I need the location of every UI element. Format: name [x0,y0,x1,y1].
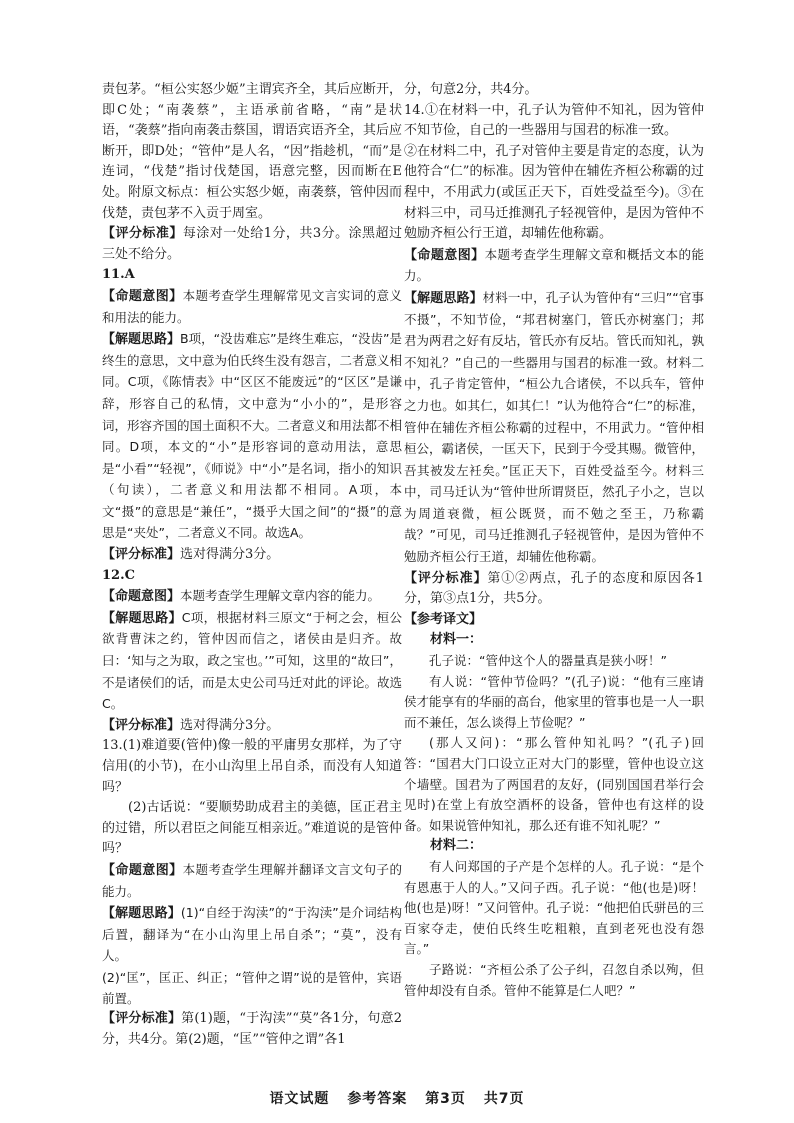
thinking-text: C项，根据材料三原文“于柯之会，桓公欲背曹沫之约，管仲因而信之，诸侯由是归齐。故曰：‘知与之为取，政之宝也。’”可知，这里的“故曰”，不是诸侯们的话，而是太史公司马迁对此的评论。故选C。 [102,609,403,712]
scoring-text: 第①②两点，孔子的态度和原因各1分，第③点1分，共5分。 [404,570,704,607]
intent-tag: 【命题意图】 [102,288,183,304]
intent-tag: 【命题意图】 [102,589,181,605]
q13-scoring [102,1009,402,1050]
q13-thinking-2: (2)“匡”，匡正、纠正；“管仲之谓”说的是管仲，宾语前置。 [102,969,402,1006]
material-1-para-2: 有人说：“管仲节俭吗？”(孔子)说：“他有三座请侯才能享有的华丽的高台，他家里的管事也是一人一职而不兼任，怎么谈得上节俭呢？” [404,673,705,730]
q14-answer-2: ②在材料二中，孔子对管仲主要是肯定的态度，认为他符合“仁”的标准。因为管仲在辅佐齐桓公称霸的过程中，不用武力(或匡正天下，百姓受益至今)。③在材料三中，司马迁推测孔子轻视管仲，是因为管仲不勉励齐桓公行王道，却辅佐他称霸。 [404,143,704,242]
q12-scoring [102,716,402,737]
scoring-tag: 【评分标准】 [404,570,488,586]
material-2-para-1: 有人问郑国的子产是个怎样的人。孔子说：“是个有恩惠于人的人。”又问子西。孔子说：“他(也是)呀！他(也是)呀！”又问管仲。孔子说：“他把伯氏骈邑的三百家夺走，使伯氏终生吃粗粮，直到老死也没有怨言。” [404,858,704,957]
footer-page-total: 共7页 [483,1091,525,1107]
q14-intent [404,245,704,288]
thinking-text: B项，“没齿难忘”是终生难忘，“没齿”是终生的意思，文中意为伯氏终生没有怨言，二者意义相同。C项，《陈情表》中“区区不能废远”的“区区”是谦辞，形容自己的私情，文中意为“小小的”，是形容词，形容齐国的国土面积不大。二者意义和用法都不相同。D项，本文的“小”是形容词的意动用法，意思是“小看”“轻视”，《师说》中“小”是名词，指小的知识（句读），二者意义和用法都不相同。A项，本文“摄”的意思是“兼任”，“摄乎大国之间”的“摄”的意思是“夹处”，二者意义不同。故选A。 [102,331,403,541]
thinking-tag: 【解题思路】 [102,332,181,348]
thinking-text: 材料一中，孔子认为管仲有“三归”“官事不摄”，不知节俭，“邦君树塞门，管氏亦树塞门；邦君为两君之好有反坫，管氏亦有反坫。管氏而知礼，孰不知礼？”自己的一些器用与国君的标准一致。材料二中，孔子肯定管仲，“桓公九合诸侯，不以兵车，管仲之力也。如其仁，如其仁！”认为他符合“仁”的标准，管仲在辅佐齐桓公称霸的过程中，不用武力。“管仲相桓公，霸诸侯，一匡天下，民到于今受其赐。微管仲，吾其被发左衽矣。”匡正天下，百姓受益至今。材料三中，司马迁认为“管仲世所谓贤臣，然孔子小之，岂以为周道衰微，桓公既贤，而不勉之至王，乃称霸哉？”可见，司马迁推测孔子轻视管仲，是因为管仲不勉励齐桓公行王道，却辅佐他称霸。 [404,289,705,565]
thinking-text: (1)“自经于沟渎”的“于沟渎”是介词结构后置，翻译为“在小山沟里上吊自杀”；“莫”，没有人。 [102,905,402,964]
footer-answer-label: 参考答案 [347,1091,408,1107]
scoring-tag: 【评分标准】 [102,717,181,733]
q11-scoring [102,545,402,566]
q13-scoring-continued: 分，句意2分，共4分。 [404,82,538,97]
material-2-title: 材料二： [430,838,483,854]
thinking-tag: 【解题思路】 [102,610,182,626]
q12-thinking [102,608,402,716]
scoring-text: 每涂对一处给1分，共3分。涂黑超过三处不给分。 [102,226,402,262]
intent-text: 本题考查学生理解并翻译文言文句子的能力。 [102,861,402,899]
scoring-tag: 【评分标准】 [102,1011,182,1027]
footer-subject: 语文试题 [269,1091,330,1107]
q10-scoring [102,224,402,265]
q10-analysis-continued: 责包茅。“桓公实怒少姬”主谓宾齐全，其后应断开，即C处；“南袭蔡”，主语承前省略，“南”是状语，“袭蔡”指向南袭击蔡国，谓语宾语齐全，其后应断开，即D处；“管仲”是人名，“因”指趁机，“而”是连词，“伐楚”指讨伐楚国，语意完整，因而断在E处。附原文标点：桓公实怒少姬，南袭蔡，管仲因而伐楚，责包茅不入贡于周室。 [102,82,402,221]
page-footer [0,1088,794,1108]
material-2-para-2: 子路说：“齐桓公杀了公子纠，召忽自杀以殉，但管仲却没有自杀。管仲不能算是仁人吧？” [404,961,704,998]
scoring-text: 第(1)题，“于沟渎”“莫”各1分，句意2分，共4分。第(2)题，“匡”“管仲之谓”各1 [102,1011,402,1047]
intent-text: 本题考查学生理解常见文言实词的意义和用法的能力。 [102,287,402,325]
intent-text: 本题考查学生理解文章内容的能力。 [180,588,381,604]
material-1-para-3: (那人又问)：“那么管仲知礼吗？”(孔子)回答：“国君大门口设立正对大门的影壁，管仲也设立这个墙壁。国君为了两国君的友好，(同别国国君举行会见时)在堂上有放空酒杯的设备，管仲也有这样的设备。如果说管仲知礼，那么还有谁不知礼呢？” [404,735,704,833]
intent-tag: 【命题意图】 [102,862,183,878]
translation-heading: 【参考译文】 [404,611,483,627]
scoring-text: 选对得满分3分。 [180,717,280,733]
thinking-tag: 【解题思路】 [102,906,181,922]
scoring-text: 选对得满分3分。 [180,547,280,563]
thinking-tag: 【解题思路】 [404,290,483,306]
left-column [102,80,402,1050]
q13-answer-2: (2)古话说：“要顺势助成君主的美德，匡正君主的过错，所以君臣之间能互相亲近。”难道说的是管仲吗？ [102,800,402,857]
right-column [404,80,704,1001]
material-1-para-1: 孔子说：“管仲这个人的器量真是狭小呀！” [429,653,667,669]
q11-answer: 11.A [102,267,135,283]
q11-thinking [102,329,402,545]
q12-answer: 12.C [102,567,135,583]
material-1-title: 材料一： [430,632,483,648]
q14-answer-1: 14.①在材料一中，孔子认为管仲不知礼，因为管仲不知节俭，自己的一些器用与国君的标准一致。 [404,102,704,139]
q14-thinking [404,288,704,569]
q13-answer-1: 13.(1)难道要(管仲)像一般的平庸男女那样，为了守信用(的小节)，在小山沟里上吊自杀，而没有人知道吗？ [102,738,402,795]
intent-text: 本题考查学生理解文章和概括文本的能力。 [404,246,704,284]
q13-thinking [102,903,402,968]
intent-tag: 【命题意图】 [404,247,485,263]
scoring-tag: 【评分标准】 [102,547,181,563]
q14-scoring [404,569,704,610]
q13-intent [102,860,402,903]
q11-intent [102,286,402,329]
scoring-tag: 【评分标准】 [102,226,183,242]
footer-page-number: 第3页 [425,1091,466,1107]
q12-intent [102,586,402,608]
